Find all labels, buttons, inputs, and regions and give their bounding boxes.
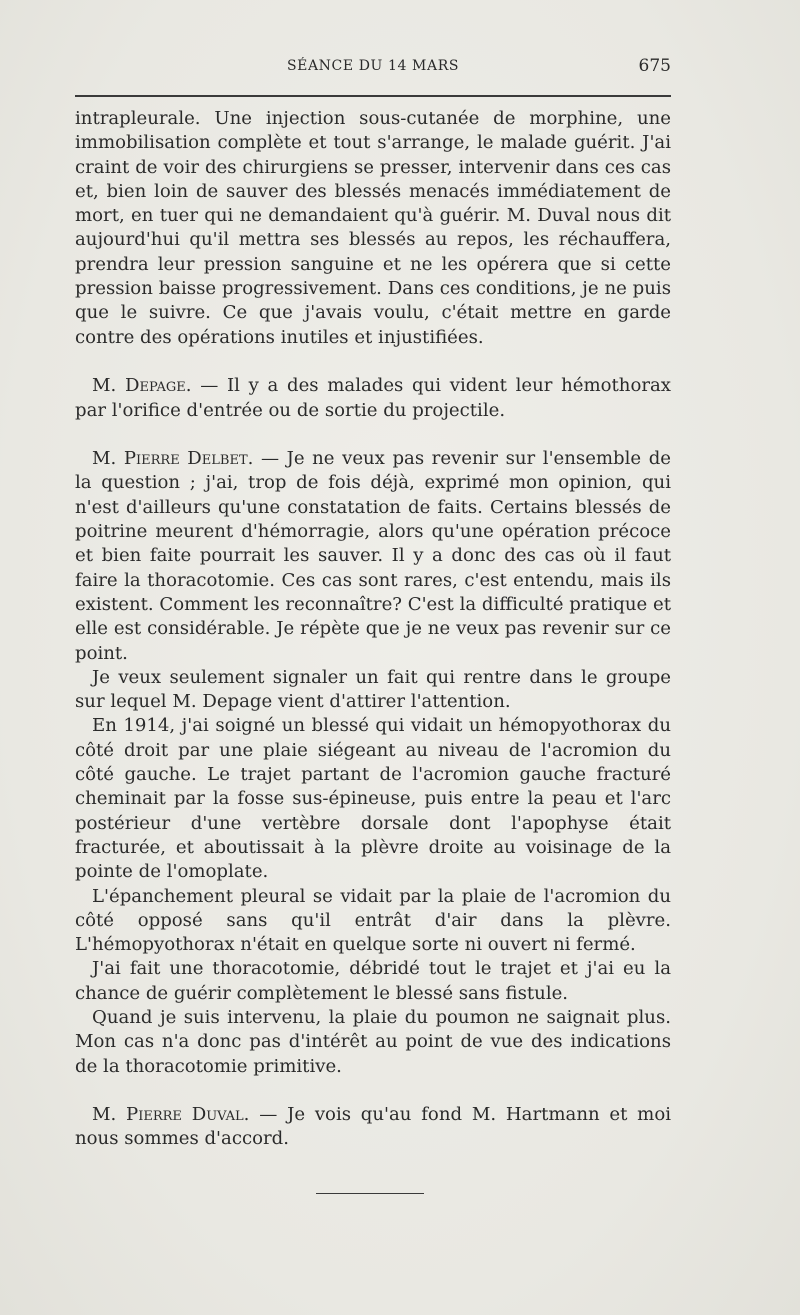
running-title: SÉANCE DU 14 MARS [286,58,460,74]
paragraph: J'ai fait une thoracotomie, débridé tout le trajet et j'ai eu la chance de guérir complètement le blessé sans fistule. [75,958,671,1004]
section-end-rule [316,1193,424,1194]
paragraph: Je veux seulement signaler un fait qui rentre dans le groupe sur lequel M. Depage vient d'attirer l'attention. [75,666,671,713]
paragraph: intrapleurale. Une injection sous-cutanée de morphine, une immobilisation complète et tout s'arrange, le malade guérit. J'ai craint de voir des chirurgiens se presser, intervenir dans ces cas et, bien loin de sauver des blessés menacés immédiatement de mort, en tuer qui ne demandaient qu'à guérir. M. Duval nous dit aujourd'hui qu'il mettra ses blessés au repos, les réchauffera, prendra leur pression sanguine et ne les opérera que si cette pression baisse progressivement. Dans ces conditions, je ne puis que le suivre. Ce que j'avais voulu, c'était mettre en garde contre des opérations inutiles et injustifiées. [75,108,671,348]
speaker-name: M. Pierre Duval. [92,1104,250,1126]
running-header [75,56,671,78]
speaker-name: M. Depage. [92,375,192,397]
body-text [75,107,671,1152]
paragraph: L'épanchement pleural se vidait par la plaie de l'acromion du côté opposé sans qu'il entrât d'air dans la plèvre. L'hémopyothorax n'était en quelque sorte ni ouvert ni fermé. [75,885,671,956]
speech-text: — Je ne veux pas revenir sur l'ensemble de la question ; j'ai, trop de fois déjà, exprimé mon opinion, qui n'est d'ailleurs qu'une constatation de faits. Certains blessés de poitrine meurent d'hémorragie, alors qu'une opération précoce et bien faite pourrait les sauver. Il y a donc des cas où il faut faire la thoracotomie. Ces cas sont rares, c'est entendu, mais ils existent. Comment les reconnaître? C'est la difficulté pratique et elle est considérable. Je répète que je ne veux pas revenir sur ce point. [75,448,671,664]
paragraph-delbet [75,447,671,666]
header-rule [75,95,671,97]
paragraph: Quand je suis intervenu, la plaie du poumon ne saignait plus. Mon cas n'a donc pas d'intérêt au point de vue des indications de la thoracotomie primitive. [75,1006,671,1077]
speaker-name: M. Pierre Delbet. [92,448,254,470]
page-number: 675 [638,56,671,76]
speech-text: — Il y a des malades qui vident leur hémothorax par l'orifice d'entrée ou de sortie du projectile. [75,375,671,421]
paragraph-depage [75,374,671,423]
paragraph: En 1914, j'ai soigné un blessé qui vidait un hémopyothorax du côté droit par une plaie siégeant au niveau de l'acromion du côté gauche. Le trajet partant de l'acromion gauche fracturé cheminait par la fosse sus-épineuse, puis entre la peau et l'arc postérieur d'une vertèbre dorsale dont l'apophyse était fracturée, et aboutissait à la plèvre droite au voisinage de la pointe de l'omoplate. [75,715,671,883]
paragraph-duval [75,1103,671,1152]
speech-text: — Je vois qu'au fond M. Hartmann et moi nous sommes d'accord. [75,1104,671,1150]
